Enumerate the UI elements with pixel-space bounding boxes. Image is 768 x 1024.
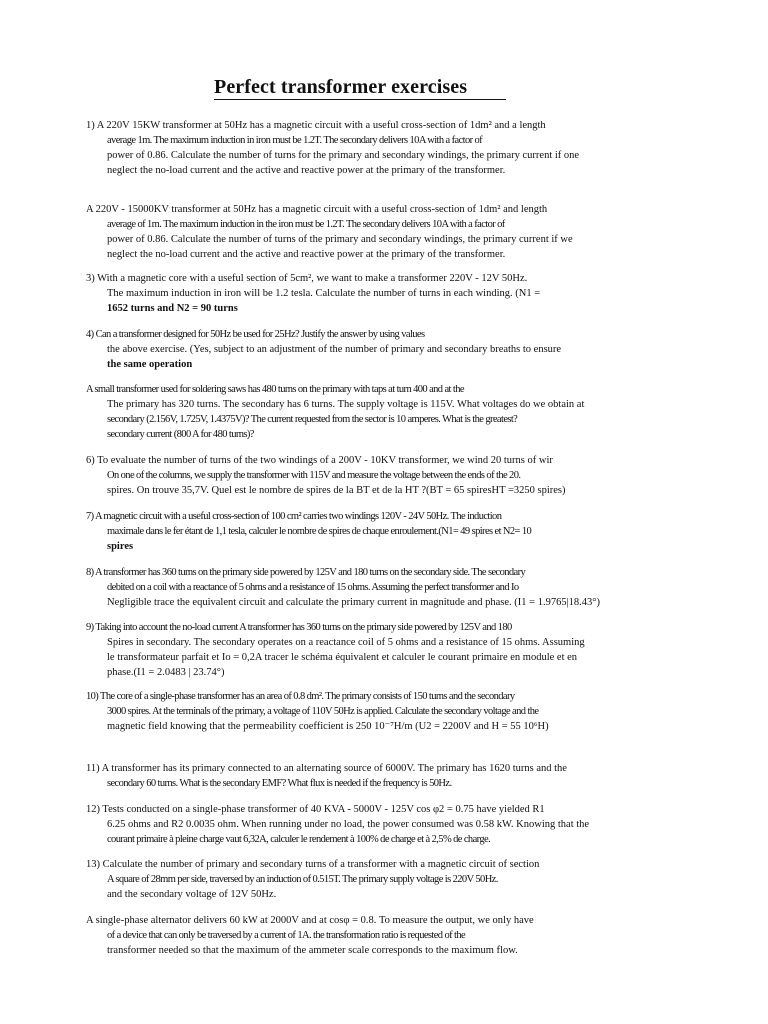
- exercise-line: The maximum induction in iron will be 1.2 tesla. Calculate the number of turns in each winding. (N1 =: [107, 288, 541, 299]
- exercise-7: [86, 509, 768, 554]
- exercise-line: 3000 spires. At the terminals of the primary, a voltage of 110V 50Hz is applied. Calculate the secondary voltage and the: [107, 706, 539, 717]
- exercise-11: [86, 761, 768, 791]
- exercise-6: [86, 453, 768, 498]
- exercise-line: 9) Taking into account the no-load current A transformer has 360 turns on the primary side powered by 125V and 180: [86, 622, 512, 633]
- exercise-line: magnetic field knowing that the permeability coefficient is 250 10⁻⁷H/m (U2 = 2200V and H = 55 10⁶H): [107, 721, 549, 732]
- exercise-line: 3) With a magnetic core with a useful section of 5cm², we want to make a transformer 220V - 12V 50Hz.: [86, 273, 528, 284]
- exercise-line: 10) The core of a single-phase transformer has an area of 0.8 dm². The primary consists of 150 turns and the secondary: [86, 691, 515, 702]
- exercise-line: 13) Calculate the number of primary and secondary turns of a transformer with a magnetic circuit of section: [86, 859, 540, 870]
- exercise-answer: 1652 turns and N2 = 90 turns: [107, 303, 238, 314]
- exercise-line: 8) A transformer has 360 turns on the primary side powered by 125V and 180 turns on the secondary side. The secondary: [86, 567, 526, 578]
- exercise-line: neglect the no-load current and the active and reactive power at the primary of the transformer.: [107, 249, 506, 260]
- exercise-5: [86, 382, 768, 442]
- exercise-line: phase.(I1 = 2.0483 | 23.74°): [107, 667, 225, 678]
- exercise-line: maximale dans le fer étant de 1,1 tesla, calculer le nombre de spires de chaque enroulement.(N1= 49 spires et N2= 10: [107, 526, 532, 537]
- exercise-line: 7) A magnetic circuit with a useful cross-section of 100 cm² carries two windings 120V - 24V 50Hz. The induction: [86, 511, 502, 522]
- exercise-line: 6) To evaluate the number of turns of the two windings of a 200V - 10KV transformer, we wind 20 turns of wir: [86, 455, 553, 466]
- exercise-line: A square of 28mm per side, traversed by an induction of 0.515T. The primary supply voltage is 220V 50Hz.: [107, 874, 498, 885]
- exercise-line: secondary 60 turns. What is the secondary EMF? What flux is needed if the frequency is 50Hz.: [107, 778, 452, 789]
- title-underline: [214, 99, 506, 100]
- exercise-line: On one of the columns, we supply the transformer with 115V and measure the voltage between the ends of the 20.: [107, 470, 521, 481]
- exercise-10: [86, 689, 768, 734]
- exercise-line: le transformateur parfait et Io = 0,2A tracer le schéma équivalent et calculer le courant primaire en module et en: [107, 652, 578, 663]
- exercise-3: [86, 271, 768, 316]
- exercise-line: 11) A transformer has its primary connected to an alternating source of 6000V. The primary has 1620 turns and the: [86, 763, 567, 774]
- exercise-2: [86, 202, 768, 262]
- exercise-line: power of 0.86. Calculate the number of turns of the primary and secondary windings, the primary current if we: [107, 234, 573, 245]
- exercise-line: neglect the no-load current and the active and reactive power at the primary of the transformer.: [107, 165, 506, 176]
- exercise-line: transformer needed so that the maximum of the ammeter scale corresponds to the maximum flow.: [107, 945, 518, 956]
- page-title: Perfect transformer exercises: [214, 76, 468, 98]
- exercise-line: courant primaire à pleine charge vaut 6,32A, calculer le rendement à 100% de charge et à 2,5% de charge.: [107, 834, 491, 845]
- exercise-line: of a device that can only be traversed by a current of 1A. the transformation ratio is requested of the: [107, 930, 466, 941]
- exercise-line: secondary current (800 A for 480 turns)?: [107, 429, 254, 440]
- exercise-line: 1) A 220V 15KW transformer at 50Hz has a magnetic circuit with a useful cross-section of 1dm² and a length: [86, 120, 546, 131]
- exercise-answer: spires: [107, 541, 134, 552]
- exercise-line: 4) Can a transformer designed for 50Hz be used for 25Hz? Justify the answer by using values: [86, 329, 425, 340]
- exercise-line: A small transformer used for soldering saws has 480 turns on the primary with taps at turn 400 and at the: [86, 384, 464, 395]
- exercise-line: debited on a coil with a reactance of 5 ohms and a resistance of 15 ohms. Assuming the perfect transformer and Io: [107, 582, 519, 593]
- exercise-line: spires. On trouve 35,7V. Quel est le nombre de spires de la BT et de la HT ?(BT = 65 spiresHT =3250 spires): [107, 485, 566, 496]
- exercise-line: Spires in secondary. The secondary operates on a reactance coil of 5 ohms and a resistance of 15 ohms. Assuming: [107, 637, 585, 648]
- exercise-13: [86, 857, 768, 902]
- exercise-9: [86, 620, 768, 680]
- exercise-line: average of 1m. The maximum induction in the iron must be 1.2T. The secondary delivers 10A with a factor of: [107, 219, 505, 230]
- exercise-12: [86, 802, 768, 847]
- exercise-answer: the same operation: [107, 359, 193, 370]
- exercise-4: [86, 327, 768, 372]
- exercise-1: [86, 118, 768, 178]
- exercise-line: 12) Tests conducted on a single-phase transformer of 40 KVA - 5000V - 125V cos φ2 = 0.75 have yielded R1: [86, 804, 545, 815]
- exercise-line: Negligible trace the equivalent circuit and calculate the primary current in magnitude and phase. (I1 = 1.9765|18.43°): [107, 597, 601, 608]
- exercise-14: [86, 913, 768, 958]
- exercise-line: The primary has 320 turns. The secondary has 6 turns. The supply voltage is 115V. What voltages do we obtain at: [107, 399, 585, 410]
- exercise-line: average 1m. The maximum induction in iron must be 1.2T. The secondary delivers 10A with a factor of: [107, 135, 483, 146]
- exercise-8: [86, 565, 768, 610]
- exercise-line: 6.25 ohms and R2 0.0035 ohm. When running under no load, the power consumed was 0.58 kW. Knowing that the: [107, 819, 590, 830]
- exercise-line: A single-phase alternator delivers 60 kW at 2000V and at cosφ = 0.8. To measure the output, we only have: [86, 915, 534, 926]
- exercise-line: secondary (2.156V, 1.725V, 1.4375V)? The current requested from the sector is 10 amperes. What is the greatest?: [107, 414, 518, 425]
- exercise-line: the above exercise. (Yes, subject to an adjustment of the number of primary and secondary breaths to ensure: [107, 344, 562, 355]
- exercise-line: A 220V - 15000KV transformer at 50Hz has a magnetic circuit with a useful cross-section of 1dm² and length: [86, 204, 548, 215]
- exercise-line: and the secondary voltage of 12V 50Hz.: [107, 889, 277, 900]
- exercise-line: power of 0.86. Calculate the number of turns for the primary and secondary windings, the primary current if one: [107, 150, 580, 161]
